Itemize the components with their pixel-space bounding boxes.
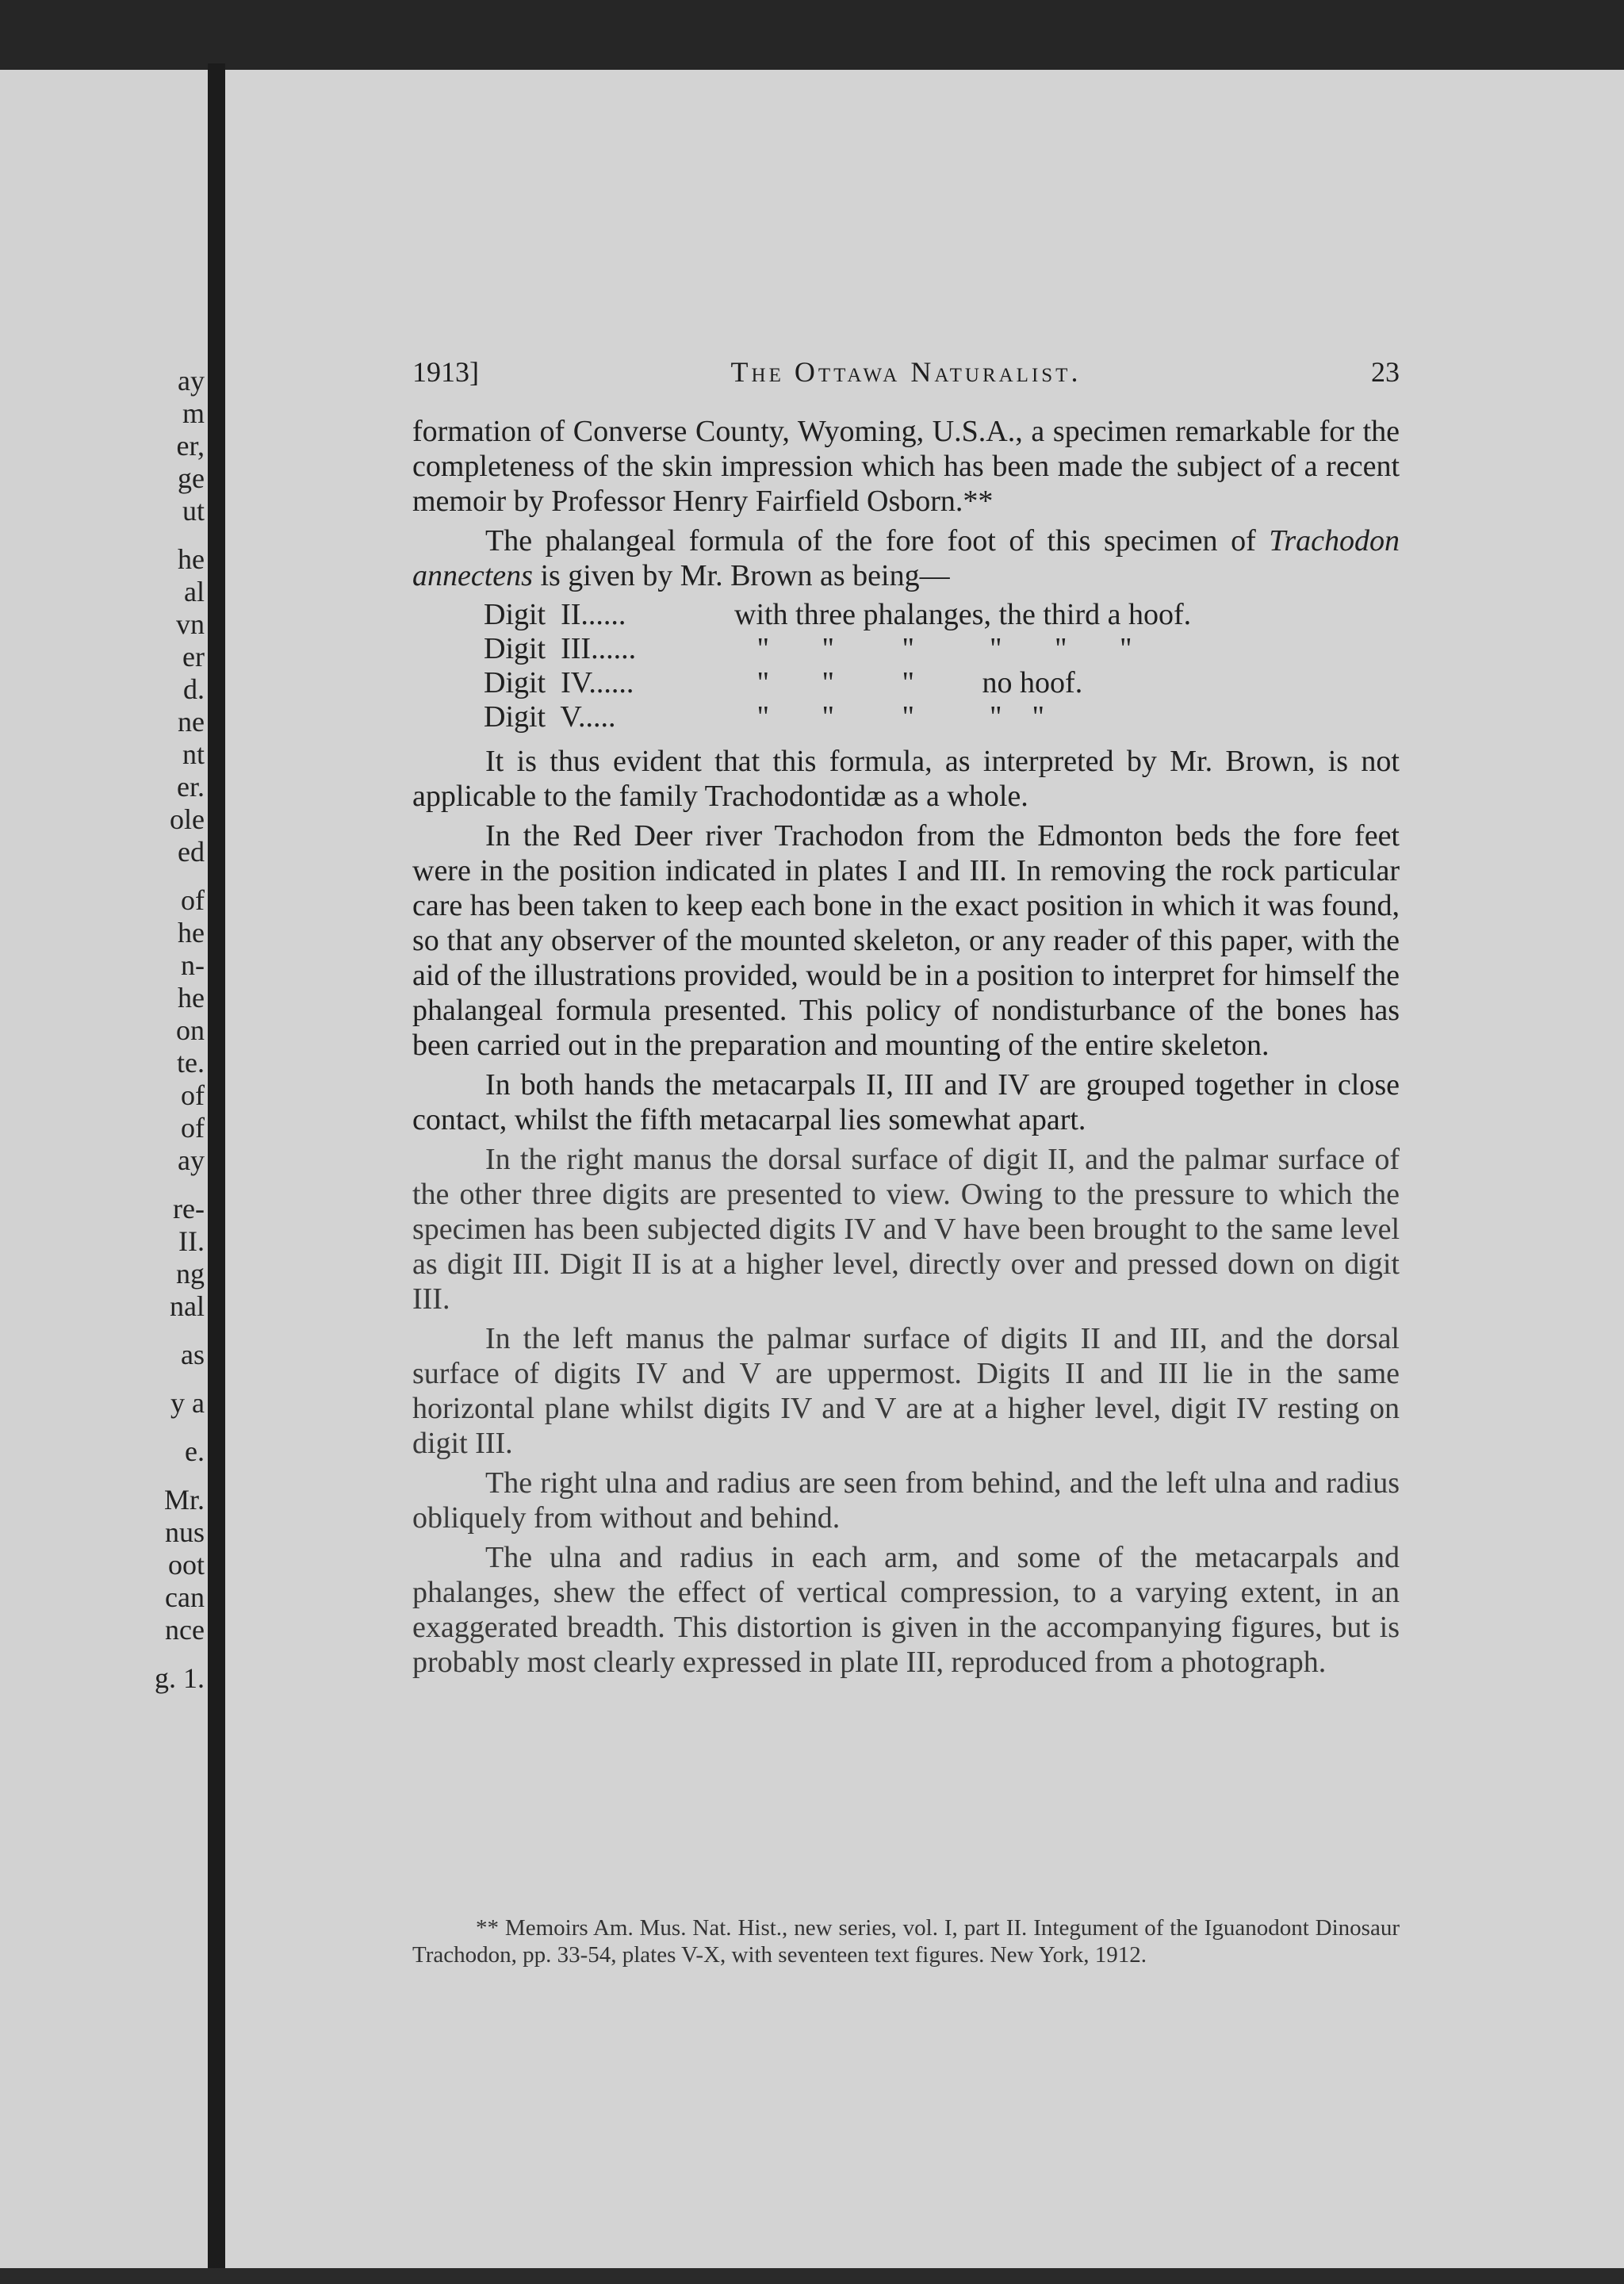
species-name: Trachodon annectens: [412, 524, 1400, 592]
header-year: 1913]: [412, 356, 479, 388]
header-journal-title: The Ottawa Naturalist.: [730, 356, 1082, 388]
left-page-line-fragment: ut: [182, 495, 205, 527]
paragraph-2-text: The phalangeal formula of the fore foot of this specimen of: [485, 524, 1270, 558]
digit-row: [484, 632, 1400, 666]
left-page-line-fragment: nus: [164, 1516, 205, 1548]
left-page-line-fragment: nal: [170, 1290, 205, 1322]
digit-label: Digit V.....: [484, 700, 616, 734]
left-page-line-fragment: nce: [165, 1614, 205, 1646]
left-page-line-fragment: er: [182, 641, 205, 673]
left-page-line-fragment: of: [181, 1079, 205, 1111]
paragraph-2-end: is given by Mr. Brown as being—: [532, 559, 950, 592]
footnote: ** Memoirs Am. Mus. Nat. Hist., new series, vol. I, part II. Integument of the Iguanodont Dinosaur Trachodon, pp. 33-54, plates V-X, with seventeen text figures. New York, 1912.: [412, 1915, 1400, 1968]
paragraph-8: The right ulna and radius are seen from behind, and the left ulna and radius obliquely from without and behind.: [412, 1466, 1400, 1535]
left-page-line-fragment: of: [181, 884, 205, 916]
left-page-line-fragment: ay: [178, 365, 205, 397]
left-page-line-fragment: on: [176, 1014, 205, 1046]
phalangeal-formula-table: [484, 598, 1400, 734]
left-page-line-fragment: re-: [173, 1193, 205, 1224]
left-page-line-fragment: ay: [178, 1144, 205, 1176]
paragraph-9: The ulna and radius in each arm, and some of the metacarpals and phalanges, shew the effect of vertical compression, to a varying extent, in an exaggerated breadth. This distortion is given in the accompanying figures, but is probably most clearly expressed in plate III, reproduced from a photograph.: [412, 1541, 1400, 1679]
left-page-line-fragment: he: [178, 917, 205, 948]
left-page-line-fragment: ed: [178, 836, 205, 868]
left-page-line-fragment: nt: [182, 738, 205, 770]
left-page-line-fragment: al: [184, 576, 205, 607]
left-page-line-fragment: can: [165, 1581, 205, 1613]
digit-description: " " " no hoof.: [734, 666, 1083, 699]
paragraph-1: formation of Converse County, Wyoming, U.S.A., a specimen remarkable for the completeness of the skin impression which has been made the subject of a recent memoir by Professor Henry Fairfield Osborn.**: [412, 415, 1400, 518]
running-header: [412, 355, 1400, 390]
digit-description: " " " " " ": [734, 632, 1132, 665]
left-page-line-fragment: g. 1.: [155, 1662, 205, 1694]
left-facing-page: [0, 70, 208, 2274]
digit-label: Digit IV......: [484, 666, 634, 699]
left-page-line-fragment: d.: [183, 673, 205, 705]
left-page-line-fragment: er,: [176, 430, 205, 462]
paragraph-3: It is thus evident that this formula, as interpreted by Mr. Brown, is not applicable to the family Trachodontidæ as a whole.: [412, 745, 1400, 813]
article-body: [412, 414, 1400, 1684]
paragraph-7: In the left manus the palmar surface of digits II and III, and the dorsal surface of digits IV and V are uppermost. Digits II and III lie in the same horizontal plane whilst digits IV and V are at a higher level, digit IV resting on digit III.: [412, 1322, 1400, 1460]
digit-label: Digit II......: [484, 598, 626, 631]
digit-row: [484, 598, 1400, 632]
paragraph-5: In both hands the metacarpals II, III and IV are grouped together in close contact, whilst the fifth metacarpal lies somewhat apart.: [412, 1068, 1400, 1136]
left-page-line-fragment: er.: [177, 771, 205, 803]
left-page-line-fragment: ne: [178, 706, 205, 738]
left-page-line-fragment: of: [181, 1112, 205, 1144]
left-page-line-fragment: Mr.: [163, 1484, 205, 1516]
left-page-line-fragment: ng: [176, 1258, 205, 1290]
left-page-line-fragment: n-: [181, 949, 205, 981]
paragraph-4: In the Red Deer river Trachodon from the Edmonton beds the fore feet were in the position indicated in plates I and III. In removing the rock particular care has been taken to keep each bone in the exact position in which it was found, so that any observer of the mounted skeleton, or any reader of this paper, with the aid of the illustrations provided, would be in a position to interpret for himself the phalangeal formula presented. This policy of nondisturbance of the bones has been carried out in the preparation and mounting of the entire skeleton.: [412, 819, 1400, 1062]
paragraph-2: [412, 523, 1400, 593]
left-page-line-fragment: ole: [170, 803, 205, 835]
left-page-line-fragment: II.: [178, 1225, 205, 1257]
left-page-line-fragment: he: [178, 543, 205, 575]
digit-description: with three phalanges, the third a hoof.: [734, 598, 1192, 631]
left-page-line-fragment: ge: [178, 462, 205, 494]
digit-description: " " " " ": [734, 700, 1045, 734]
left-page-line-fragment: y a: [170, 1387, 205, 1419]
left-page-line-fragment: vn: [176, 608, 205, 640]
left-page-line-fragment: oot: [167, 1549, 205, 1581]
paragraph-6: In the right manus the dorsal surface of digit II, and the palmar surface of the other three digits are presented to view. Owing to the pressure to which the specimen has been subjected digits IV and V have been brought to the same level as digit III. Digit II is at a higher level, directly over and pressed down on digit III.: [412, 1143, 1400, 1316]
left-page-line-fragment: te.: [177, 1047, 205, 1079]
left-page-line-fragment: e.: [185, 1435, 205, 1467]
page-number: 23: [1371, 356, 1400, 388]
scanner-background-bottom: [0, 2268, 1624, 2284]
digit-row: [484, 666, 1400, 700]
scanner-background-top: [0, 0, 1624, 75]
left-page-line-fragment: m: [182, 397, 205, 429]
left-page-line-fragment: he: [178, 982, 205, 1014]
digit-label: Digit III......: [484, 632, 637, 665]
left-page-line-fragment: as: [181, 1339, 205, 1370]
digit-row: [484, 700, 1400, 734]
page-gutter: [208, 63, 225, 2284]
